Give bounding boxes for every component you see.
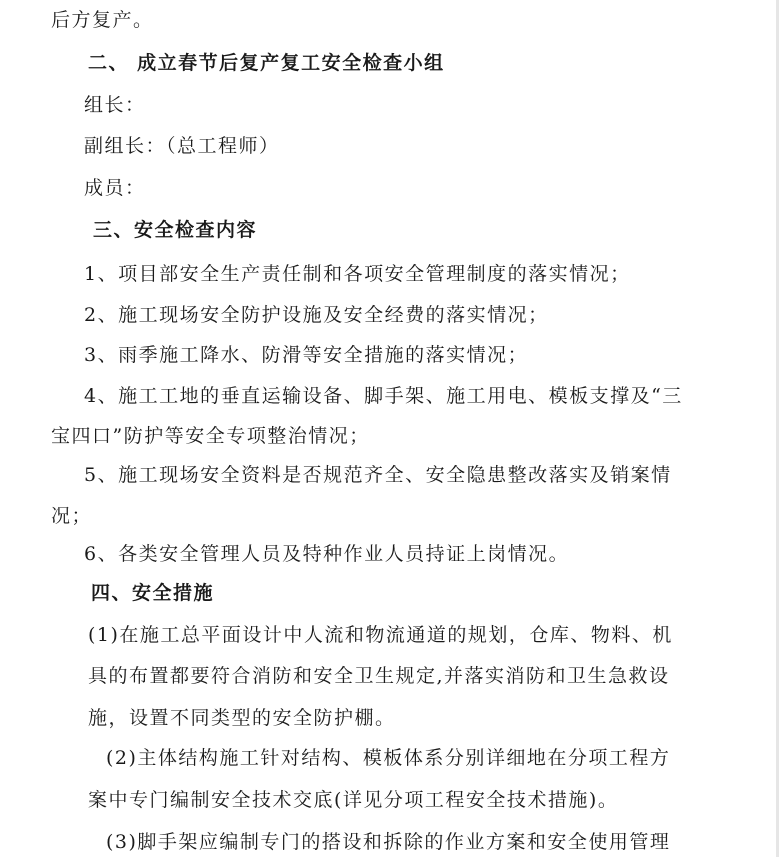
body-text-line: 宝四口”防护等安全专项整治情况； <box>51 425 370 447</box>
body-text-line: 后方复产。 <box>51 9 154 31</box>
body-text-line: 副组长：（总工程师） <box>84 135 280 157</box>
body-text-line: 2、施工现场安全防护设施及安全经费的落实情况； <box>84 304 549 326</box>
body-text-line: (1)在施工总平面设计中人流和物流通道的规划，仓库、物料、机 <box>88 624 673 646</box>
body-text-line: 具的布置都要符合消防和安全卫生规定,并落实消防和卫生急救设 <box>88 665 670 687</box>
section-heading: 二、 成立春节后复产复工安全检查小组 <box>88 52 445 74</box>
body-text-line: 施，设置不同类型的安全防护棚。 <box>88 707 396 729</box>
body-text-line: (2)主体结构施工针对结构、模板体系分别详细地在分项工程方 <box>106 747 671 769</box>
body-text-line: 组长： <box>84 94 146 116</box>
section-heading: 四、安全措施 <box>91 582 215 604</box>
section-heading: 三、安全检查内容 <box>93 219 258 241</box>
body-text-line: 成员： <box>84 177 146 199</box>
body-text-line: 5、施工现场安全资料是否规范齐全、安全隐患整改落实及销案情 <box>84 464 672 486</box>
body-text-line: 况； <box>51 505 93 527</box>
body-text-line: (3)脚手架应编制专门的搭设和拆除的作业方案和安全使用管理 <box>106 831 671 853</box>
body-text-line: 案中专门编制安全技术交底(详见分项工程安全技术措施)。 <box>88 789 619 811</box>
body-text-line: 4、施工工地的垂直运输设备、脚手架、施工用电、模板支撑及“三 <box>84 385 683 407</box>
body-text-line: 1、项目部安全生产责任制和各项安全管理制度的落实情况； <box>84 263 631 285</box>
body-text-line: 6、各类安全管理人员及特种作业人员持证上岗情况。 <box>84 543 570 565</box>
body-text-line: 3、雨季施工降水、防滑等安全措施的落实情况； <box>84 344 529 366</box>
